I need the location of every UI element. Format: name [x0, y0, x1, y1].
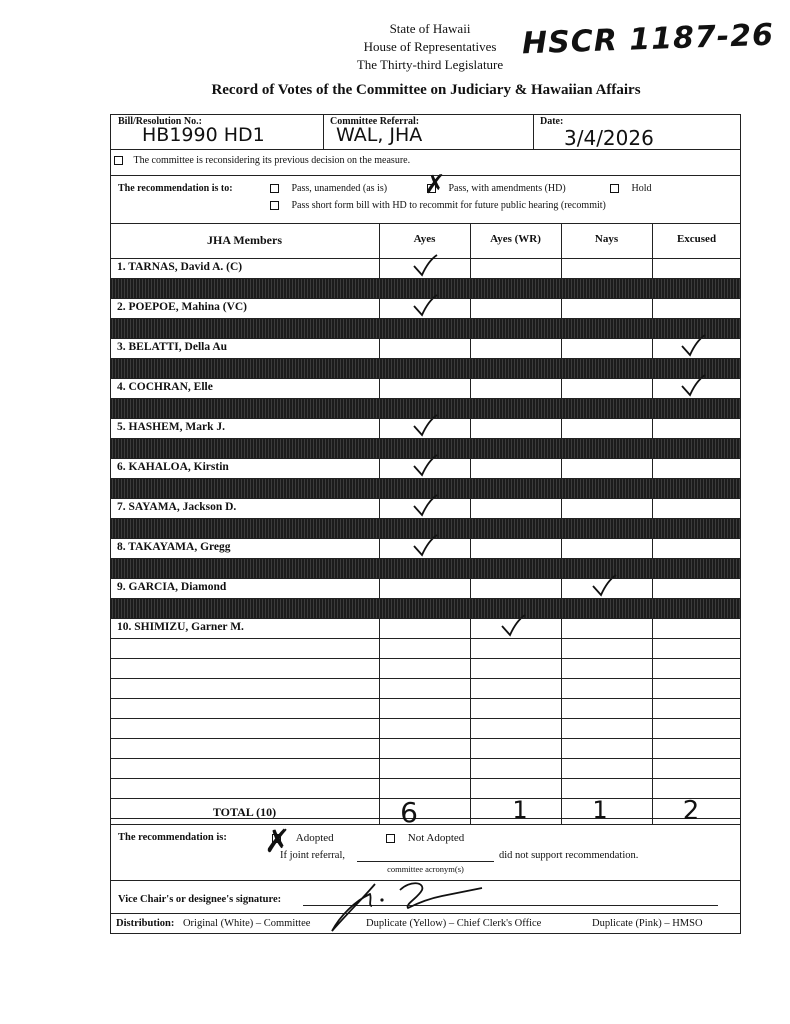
member-name: 3. BELATTI, Della Au — [117, 341, 228, 353]
member-name: 10. SHIMIZU, Garner M. — [117, 621, 244, 633]
row-divider — [110, 618, 741, 619]
member-name: 6. KAHALOA, Kirstin — [117, 461, 229, 473]
checked-x-mark-icon: ✗ — [264, 823, 291, 859]
member-name: 1. TARNAS, David A. (C) — [117, 261, 243, 273]
row-divider — [110, 438, 741, 439]
row-divider — [110, 638, 741, 639]
total-excused: 2 — [682, 796, 700, 826]
distribution-pink: Duplicate (Pink) – HMSO — [592, 918, 703, 929]
redacted-band — [110, 318, 741, 338]
row-divider — [110, 518, 741, 519]
acronym-line[interactable] — [357, 861, 494, 862]
row-divider — [110, 538, 741, 539]
member-name: 8. TAKAYAMA, Gregg — [117, 541, 231, 553]
row-divider — [110, 298, 741, 299]
joint-referral-suffix: did not support recommendation. — [499, 850, 639, 861]
header-legislature: The Thirty-third Legislature — [356, 57, 504, 72]
row-divider — [110, 738, 741, 739]
row-divider — [110, 458, 741, 459]
divider — [533, 114, 534, 149]
option-pass-amended — [427, 183, 566, 194]
member-name: 7. SAYAMA, Jackson D. — [117, 501, 237, 513]
pass-amended-label: Pass, with amendments (HD) — [448, 183, 566, 194]
pass-unamended-checkbox[interactable] — [270, 184, 279, 193]
date-label: Date: — [540, 116, 564, 127]
short-form-label: Pass short form bill with HD to recommit for future public hearing (recommit) — [291, 200, 606, 211]
col-nays-header: Nays — [594, 233, 619, 245]
tracking-number: HSCR 1187-26 — [521, 17, 775, 62]
total-ayes-wr: 1 — [512, 796, 528, 824]
row-divider — [110, 678, 741, 679]
reconsider-text: The committee is reconsidering its previous decision on the measure. — [133, 155, 411, 166]
joint-referral-prefix: If joint referral, — [280, 850, 346, 861]
row-divider — [110, 378, 741, 379]
document-title: Record of Votes of the Committee on Judiciary & Hawaiian Affairs — [211, 82, 641, 98]
total-label: TOTAL (10) — [212, 805, 277, 819]
distribution-row — [116, 918, 310, 929]
bill-label: Bill/Resolution No.: — [118, 116, 202, 127]
row-divider — [110, 598, 741, 599]
divider — [110, 223, 741, 224]
referral-value: WAL, JHA — [336, 124, 423, 146]
result-label: The recommendation is: — [118, 832, 227, 843]
row-divider — [110, 778, 741, 779]
col-ayes-wr-header: Ayes (WR) — [490, 233, 541, 245]
col-members-header: JHA Members — [207, 233, 282, 247]
row-divider — [110, 718, 741, 719]
hold-label: Hold — [631, 183, 652, 194]
member-name: 5. HASHEM, Mark J. — [117, 421, 225, 433]
row-divider — [110, 398, 741, 399]
redacted-band — [110, 598, 741, 618]
col-excused-header: Excused — [676, 233, 717, 245]
member-name: 4. COCHRAN, Elle — [117, 381, 213, 393]
result-not-adopted — [386, 832, 464, 844]
redacted-band — [110, 558, 741, 578]
row-divider — [110, 578, 741, 579]
row-divider — [110, 338, 741, 339]
row-divider — [110, 478, 741, 479]
member-name: 2. POEPOE, Mahina (VC) — [117, 301, 248, 313]
row-divider — [110, 758, 741, 759]
row-divider — [110, 658, 741, 659]
member-name: 9. GARCIA, Diamond — [117, 581, 227, 593]
row-divider — [110, 278, 741, 279]
signature-label: Vice Chair's or designee's signature: — [118, 894, 282, 905]
option-hold — [610, 183, 652, 194]
row-divider — [110, 358, 741, 359]
bill-number: HB1990 HD1 — [142, 124, 265, 146]
row-divider — [110, 318, 741, 319]
reconsider-row — [114, 155, 410, 166]
distribution-label: Distribution: — [116, 918, 175, 929]
pass-unamended-label: Pass, unamended (as is) — [291, 183, 388, 194]
redacted-band — [110, 358, 741, 378]
short-form-checkbox[interactable] — [270, 201, 279, 210]
row-divider — [110, 498, 741, 499]
header-house: House of Representatives — [363, 39, 497, 54]
hold-checkbox[interactable] — [610, 184, 619, 193]
row-divider — [110, 698, 741, 699]
total-ayes: 6 — [400, 796, 418, 829]
reconsider-checkbox[interactable] — [114, 156, 123, 165]
divider — [323, 114, 324, 149]
row-divider — [110, 558, 741, 559]
row-divider — [110, 418, 741, 419]
option-short-form — [270, 200, 606, 211]
not-adopted-checkbox[interactable] — [386, 834, 395, 843]
distribution-yellow: Duplicate (Yellow) – Chief Clerk's Office — [366, 918, 542, 929]
option-pass-unamended — [270, 183, 387, 194]
referral-label: Committee Referral: — [330, 116, 420, 127]
adopted-label: Adopted — [295, 832, 334, 844]
distribution-original: Original (White) – Committee — [182, 918, 311, 929]
header-state: State of Hawaii — [389, 21, 471, 36]
acronym-caption: committee acronym(s) — [387, 864, 464, 874]
col-ayes-header: Ayes — [413, 233, 436, 245]
total-nays: 1 — [592, 796, 608, 824]
not-adopted-label: Not Adopted — [407, 832, 465, 844]
checked-x-mark-icon: ✗ — [424, 170, 446, 199]
date-value: 3/4/2026 — [564, 126, 654, 150]
recommendation-label: The recommendation is to: — [118, 183, 233, 194]
